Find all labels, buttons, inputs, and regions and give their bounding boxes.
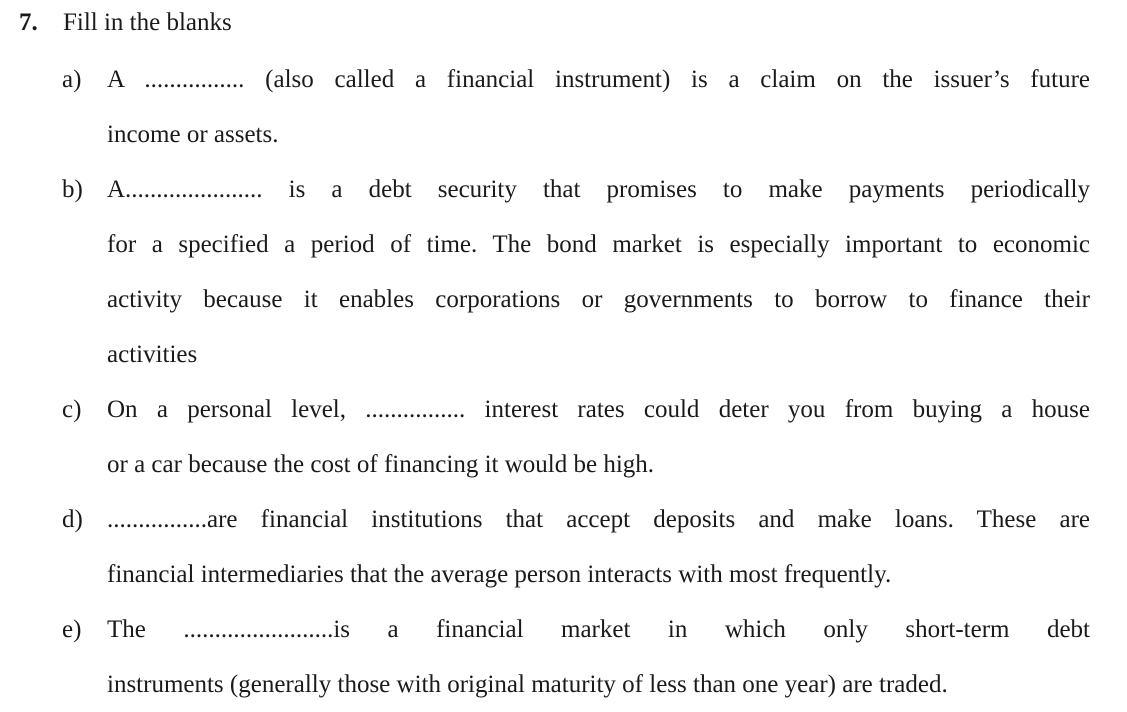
item-line: On a personal level, ................ interest rates could deter you from buying a house (107, 396, 1090, 423)
question-number: 7. (19, 9, 38, 36)
item-label: d) (62, 506, 83, 533)
item-line: activities (107, 341, 198, 368)
item-body (107, 492, 1090, 602)
item-label: e) (62, 616, 82, 643)
item-line: ................are financial institutions that accept deposits and make loans. These are (107, 506, 1090, 533)
item-label: a) (62, 66, 82, 93)
item-line: or a car because the cost of financing it would be high. (107, 451, 655, 478)
item-line: activity because it enables corporations or governments to borrow to finance their (107, 286, 1090, 313)
item-line: instruments (generally those with original maturity of less than one year) are traded. (107, 671, 948, 698)
item-line: A ................ (also called a financial instrument) is a claim on the issuer’s future (107, 66, 1090, 93)
item-body (107, 52, 1090, 162)
item-line: income or assets. (107, 121, 279, 148)
item-line: The ........................is a financial market in which only short-term debt (107, 616, 1090, 643)
item-body (107, 382, 1090, 492)
item-line: financial intermediaries that the average person interacts with most frequently. (107, 561, 892, 588)
item-line: for a specified a period of time. The bond market is especially important to economic (107, 231, 1090, 258)
item-label: b) (62, 176, 83, 203)
item-body (107, 162, 1090, 382)
question-header (19, 6, 232, 40)
question-title: Fill in the blanks (63, 9, 232, 36)
item-body (107, 602, 1090, 712)
item-label: c) (62, 396, 82, 423)
item-line: A...................... is a debt security that promises to make payments periodically (107, 176, 1090, 203)
